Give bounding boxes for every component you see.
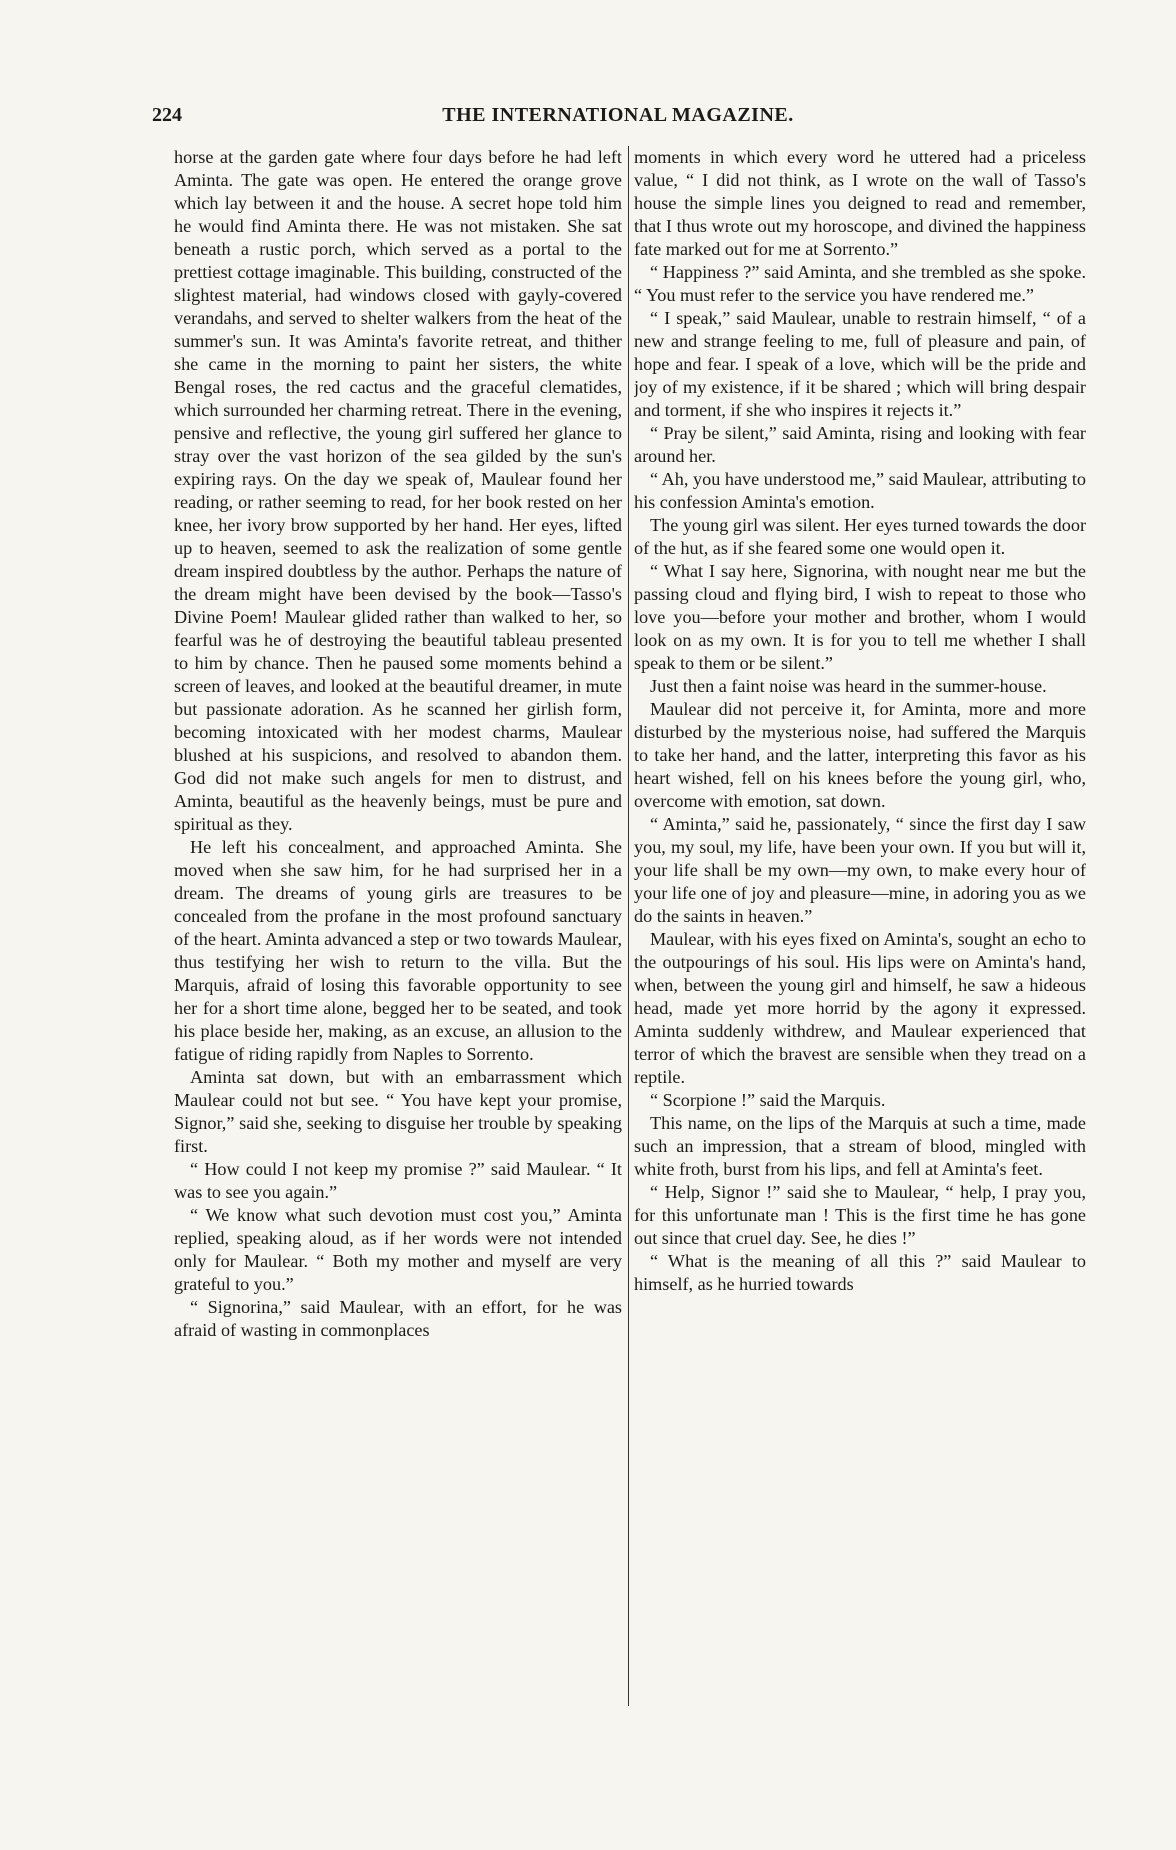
paragraph: Aminta sat down, but with an embarrassment which Maulear could not but see. “ You have kept your promise, Signor,” said she, seeking to disguise her trouble by speaking first.	[174, 1067, 622, 1156]
paragraph: “ Pray be silent,” said Aminta, rising and looking with fear around her.	[634, 423, 1086, 466]
paragraph: “ Ah, you have understood me,” said Maulear, attributing to his confession Aminta's emotion.	[634, 469, 1086, 512]
right-column	[634, 146, 1086, 1706]
paragraph: “ Aminta,” said he, passionately, “ since the first day I saw you, my soul, my life, have been your own. If you but will it, your life shall be my own—my own, to make every hour of your life one of joy and pleasure—mine, in adoring you as we do the saints in heaven.”	[634, 814, 1086, 926]
paragraph: Maulear, with his eyes fixed on Aminta's, sought an echo to the outpourings of his soul. His lips were on Aminta's hand, when, between the young girl and himself, he saw a hideous head, made yet more horrid by the agony it expressed. Aminta suddenly withdrew, and Maulear experienced that terror of which the bravest are sensible when they tread on a reptile.	[634, 929, 1086, 1087]
page-number: 224	[152, 104, 182, 126]
paragraph: This name, on the lips of the Marquis at such a time, made such an impression, that a stream of blood, mingled with white froth, burst from his lips, and fell at Aminta's feet.	[634, 1113, 1086, 1179]
paragraph: “ We know what such devotion must cost you,” Aminta replied, speaking aloud, as if her words were not intended only for Maulear. “ Both my mother and myself are very grateful to you.”	[174, 1205, 622, 1294]
left-column	[174, 146, 622, 1706]
paragraph: The young girl was silent. Her eyes turned towards the door of the hut, as if she feared some one would open it.	[634, 515, 1086, 558]
paragraph: Maulear did not perceive it, for Aminta, more and more disturbed by the mysterious noise, had suffered the Marquis to take her hand, and the latter, interpreting this favor as his heart wished, fell on his knees before the young girl, who, overcome with emotion, sat down.	[634, 699, 1086, 811]
paragraph: “ Scorpione !” said the Marquis.	[650, 1090, 886, 1110]
paragraph: Just then a faint noise was heard in the summer-house.	[650, 676, 1047, 696]
paragraph: “ Happiness ?” said Aminta, and she trembled as she spoke. “ You must refer to the service you have rendered me.”	[634, 262, 1086, 305]
paragraph: horse at the garden gate where four days before he had left Aminta. The gate was open. He entered the orange grove which lay between it and the house. A secret hope told him he would find Aminta there. He was not mistaken. She sat beneath a rustic porch, which served as a portal to the prettiest cottage imaginable. This building, constructed of the slightest material, had windows closed with gayly-covered verandahs, and served to shelter walkers from the heat of the summer's sun. It was Aminta's favorite retreat, and thither she came in the morning to paint her sisters, the white Bengal roses, the red cactus and the graceful clematides, which surrounded her charming retreat. There in the evening, pensive and reflective, the young girl suffered her glance to stray over the vast horizon of the sea gilded by the sun's expiring rays. On the day we speak of, Maulear found her reading, or rather seeming to read, for her book rested on her knee, her ivory brow supported by her hand. Her eyes, lifted up to heaven, seemed to ask the realization of some gentle dream inspired doubtless by the author. Perhaps the nature of the dream might have been devised by the book—Tasso's Divine Poem! Maulear glided rather than walked to her, so fearful was he of destroying the beautiful tableau presented to him by chance. Then he paused some moments behind a screen of leaves, and looked at the beautiful dreamer, in mute but passionate adoration. As he scanned her girlish form, becoming intoxicated with her modest charms, Maulear blushed at his suspicions, and resolved to abandon them. God did not make such angels for men to distrust, and Aminta, beautiful as the heavenly beings, must be pure and spiritual as they.	[174, 147, 622, 834]
paragraph: “ How could I not keep my promise ?” said Maulear. “ It was to see you again.”	[174, 1159, 622, 1202]
running-title: THE INTERNATIONAL MAGAZINE.	[442, 104, 794, 126]
paragraph: moments in which every word he uttered had a priceless value, “ I did not think, as I wrote on the wall of Tasso's house the simple lines you deigned to read and remember, that I thus wrote out my horoscope, and divined the happiness fate marked out for me at Sorrento.”	[634, 147, 1086, 259]
page-header	[152, 104, 1084, 130]
paragraph: “ I speak,” said Maulear, unable to restrain himself, “ of a new and strange feeling to me, full of pleasure and pain, of hope and fear. I speak of a love, which will be the pride and joy of my existence, if it be shared ; which will bring despair and torment, if she who inspires it rejects it.”	[634, 308, 1086, 420]
paragraph: “ Help, Signor !” said she to Maulear, “ help, I pray you, for this unfortunate man ! This is the first time he has gone out since that cruel day. See, he dies !”	[634, 1182, 1086, 1248]
column-divider	[628, 146, 629, 1706]
paragraph: “ What I say here, Signorina, with nought near me but the passing cloud and flying bird, I wish to repeat to those who love you—before your mother and brother, whom I would look on as my own. It is for you to tell me whether I shall speak to them or be silent.”	[634, 561, 1086, 673]
paragraph: “ Signorina,” said Maulear, with an effort, for he was afraid of wasting in commonplaces	[174, 1297, 622, 1340]
paragraph: “ What is the meaning of all this ?” said Maulear to himself, as he hurried towards	[634, 1251, 1086, 1294]
paragraph: He left his concealment, and approached Aminta. She moved when she saw him, for he had surprised her in a dream. The dreams of young girls are treasures to be concealed from the profane in the most profound sanctuary of the heart. Aminta advanced a step or two towards Maulear, thus testifying her wish to return to the villa. But the Marquis, afraid of losing this favorable opportunity to see her for a short time alone, begged her to be seated, and took his place beside her, making, as an excuse, an allusion to the fatigue of riding rapidly from Naples to Sorrento.	[174, 837, 622, 1064]
